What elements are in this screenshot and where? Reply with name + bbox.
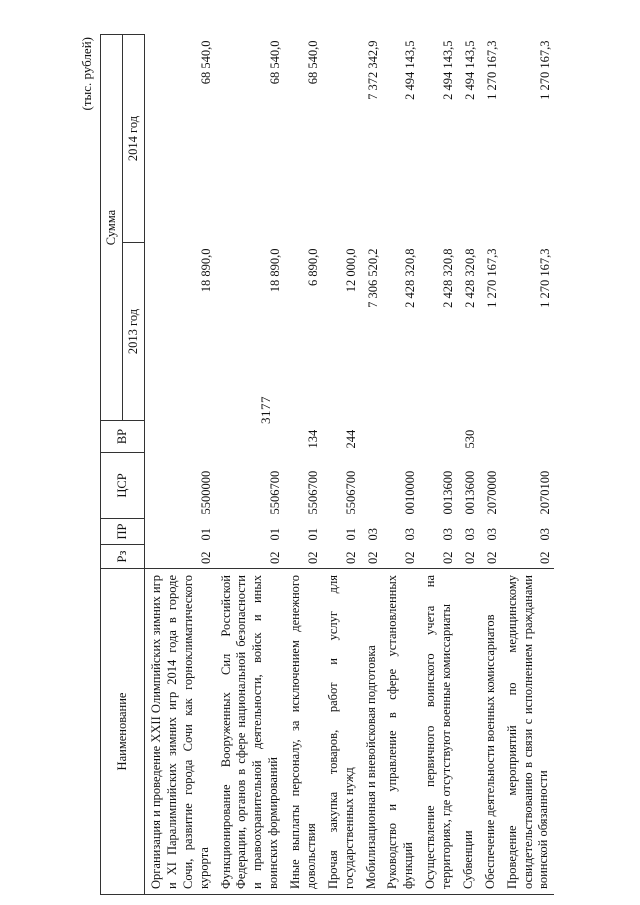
- row-name: Осуществление первичного воинского учета на территориях, где отсутствуют военные комиссариаты: [419, 569, 457, 895]
- row-name: Иные выплаты персоналу, за исключением денежного довольствия: [284, 569, 322, 895]
- row-name: Обеспечение деятельности военных комиссариатов: [479, 569, 501, 895]
- row-sum-2014: 68 540,0: [268, 40, 283, 85]
- header-vr: ВР: [101, 421, 145, 453]
- row-csr: 5506700: [343, 470, 358, 515]
- table-row: [501, 35, 555, 895]
- row-sum-2013: 1 270 167,3: [484, 248, 499, 308]
- budget-table-body: [145, 35, 555, 895]
- row-csr: 0013600: [462, 470, 477, 515]
- row-name: Субвенции: [457, 569, 479, 895]
- table-row: [360, 35, 382, 895]
- row-sum-2014: 68 540,0: [198, 40, 213, 85]
- row-pr: 03: [365, 528, 380, 541]
- row-pr: 03: [484, 528, 499, 541]
- row-vr: [145, 421, 215, 453]
- table-row: [419, 35, 457, 895]
- row-vr: 530: [462, 429, 477, 449]
- row-pr: 03: [538, 528, 553, 541]
- row-name: Организация и проведение XXII Олимпийских зимних игр и XI Паралимпийских зимних игр 2014 года в городе Сочи, развитие города Сочи как горноклиматического курорта: [145, 569, 215, 895]
- row-vr: [360, 421, 382, 453]
- row-sum-2013: 1 270 167,3: [538, 248, 553, 308]
- row-rz: 02: [441, 551, 455, 564]
- row-pr: 03: [403, 528, 418, 541]
- header-name: Наименование: [101, 569, 145, 895]
- header-pr: ПР: [101, 519, 145, 545]
- row-csr: 0010000: [403, 470, 418, 515]
- row-sum-2014: 2 494 143,5: [462, 40, 477, 100]
- header-year-2014: 2014 год: [123, 35, 145, 243]
- row-csr: 5506700: [305, 470, 320, 515]
- table-row: [322, 35, 360, 895]
- page-number: 3177: [258, 396, 273, 424]
- header-year-2013: 2013 год: [123, 243, 145, 421]
- row-pr: 03: [441, 528, 455, 541]
- row-rz: 02: [268, 551, 283, 564]
- row-sum-2013: 12 000,0: [343, 248, 358, 293]
- row-sum-2014: 2 494 143,5: [403, 40, 418, 100]
- row-csr: 2070100: [538, 470, 553, 515]
- row-sum-2013: 18 890,0: [198, 248, 213, 293]
- row-rz: 02: [365, 551, 380, 564]
- row-csr: 5506700: [268, 470, 283, 515]
- row-pr: 01: [268, 528, 283, 541]
- row-name: Прочая закупка товаров, работ и услуг для государственных нужд: [322, 569, 360, 895]
- row-rz: 02: [305, 551, 320, 564]
- row-rz: 02: [538, 551, 553, 564]
- row-pr: 01: [305, 528, 320, 541]
- row-rz: 02: [462, 551, 477, 564]
- row-vr: [381, 421, 419, 453]
- row-vr: 244: [343, 429, 358, 449]
- row-csr: 0013600: [441, 470, 455, 515]
- row-name: Функционирование Вооруженных Сил Российской Федерации, органов в сфере национальной безопасности и правоохранительной деятельности, войск и иных воинских формирований: [215, 569, 285, 895]
- row-rz: 02: [403, 551, 418, 564]
- row-sum-2013: 18 890,0: [268, 248, 283, 293]
- row-sum-2014: 2 494 143,5: [441, 40, 455, 100]
- row-csr: 2070000: [484, 470, 499, 515]
- table-row: [457, 35, 479, 895]
- row-name: Проведение мероприятий по медицинскому освидетельствованию в связи с исполнением гражданами воинской обязанности: [501, 569, 555, 895]
- row-sum-2013: 7 306 520,2: [365, 248, 380, 308]
- row-name: Мобилизационная и вневойсковая подготовка: [360, 569, 382, 895]
- row-vr: [501, 421, 555, 453]
- row-vr: [419, 421, 457, 453]
- budget-document: [79, 35, 620, 895]
- row-csr: [360, 453, 382, 519]
- row-sum-2013: 2 428 320,8: [403, 248, 418, 308]
- row-pr: 01: [198, 528, 213, 541]
- header-sum: Сумма: [101, 35, 123, 421]
- table-row: [284, 35, 322, 895]
- row-sum-2014: [322, 35, 360, 243]
- table-row: [215, 35, 285, 895]
- table-row: [381, 35, 419, 895]
- row-vr: 134: [305, 429, 320, 449]
- row-csr: 5500000: [198, 470, 213, 515]
- row-sum-2013: 2 428 320,8: [441, 248, 455, 308]
- row-sum-2014: 1 270 167,3: [538, 40, 553, 100]
- row-rz: 02: [198, 551, 213, 564]
- row-sum-2014: 68 540,0: [305, 40, 320, 85]
- row-rz: 02: [484, 551, 499, 564]
- row-sum-2014: 1 270 167,3: [484, 40, 499, 100]
- row-sum-2013: 2 428 320,8: [462, 248, 477, 308]
- table-row: [479, 35, 501, 895]
- budget-table: [100, 34, 554, 895]
- row-vr: [215, 421, 285, 453]
- row-sum-2013: 6 890,0: [305, 248, 320, 286]
- row-pr: 01: [343, 528, 358, 541]
- row-rz: 02: [343, 551, 358, 564]
- header-csr: ЦСР: [101, 453, 145, 519]
- table-row: [145, 35, 215, 895]
- row-name: Руководство и управление в сфере установленных функций: [381, 569, 419, 895]
- row-sum-2014: 7 372 342,9: [365, 40, 380, 100]
- header-rz: Рз: [101, 545, 145, 569]
- row-vr: [479, 421, 501, 453]
- row-pr: 03: [462, 528, 477, 541]
- units-note: (тыс. рублей): [79, 37, 94, 111]
